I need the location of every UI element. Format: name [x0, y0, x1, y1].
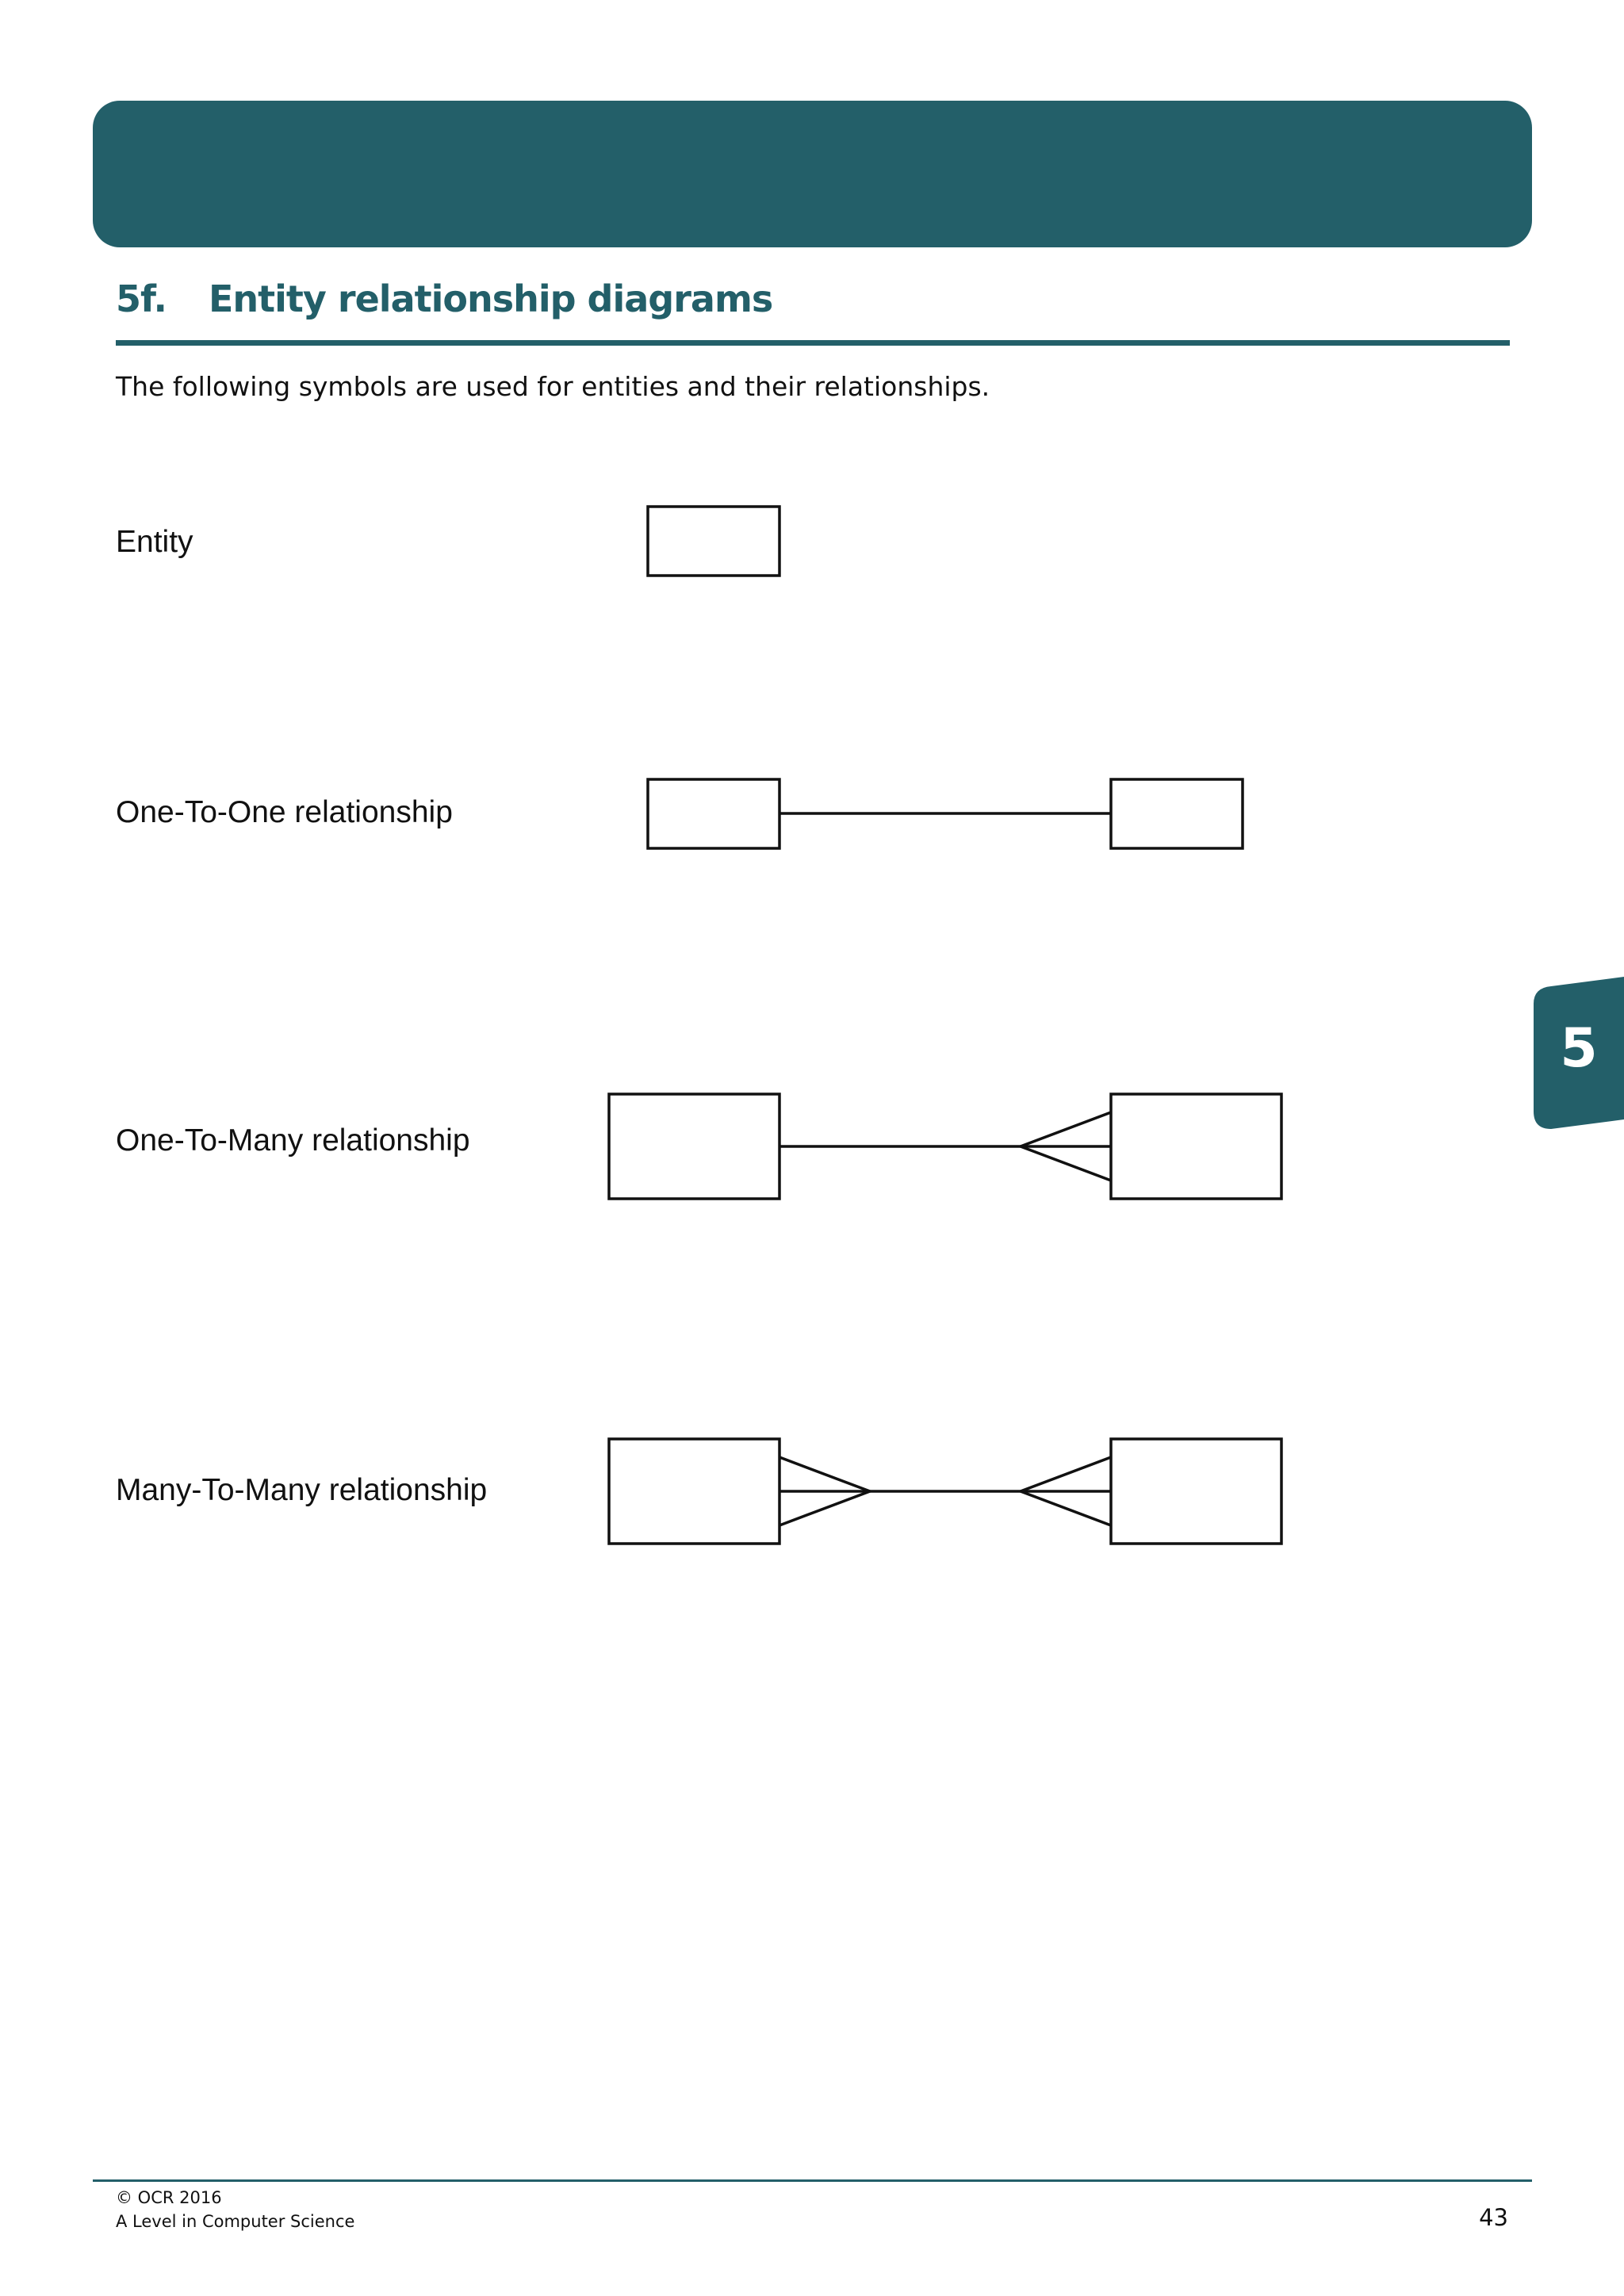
one-to-many-crows-foot — [1021, 1112, 1111, 1181]
one-to-many-label: One-To-Many relationship — [116, 1123, 470, 1158]
many-to-many-right-crows-foot — [1021, 1457, 1111, 1525]
many-to-many-label: Many-To-Many relationship — [116, 1473, 488, 1507]
section-heading — [116, 277, 1510, 346]
section-number: 5f. — [116, 277, 167, 320]
one-to-many-left-box — [609, 1094, 779, 1199]
page-number: 43 — [1479, 2204, 1508, 2231]
footer-copyright: © OCR 2016 — [116, 2188, 222, 2207]
entity-label: Entity — [116, 525, 193, 559]
entity-symbol-box — [648, 507, 779, 576]
one-to-one-left-box — [648, 779, 779, 848]
many-to-many-left-crows-foot — [779, 1457, 870, 1525]
one-to-many-right-box — [1111, 1094, 1281, 1199]
footer-rule — [93, 2179, 1532, 2182]
intro-text: The following symbols are used for entities and their relationships. — [116, 371, 990, 402]
footer-course: A Level in Computer Science — [116, 2212, 355, 2231]
chapter-tab-number: 5 — [1560, 1017, 1598, 1080]
many-to-many-right-box — [1111, 1439, 1281, 1544]
one-to-one-label: One-To-One relationship — [116, 795, 453, 829]
one-to-one-right-box — [1111, 779, 1243, 848]
section-title: Entity relationship diagrams — [209, 277, 773, 320]
header-band — [93, 101, 1532, 247]
many-to-many-left-box — [609, 1439, 779, 1544]
